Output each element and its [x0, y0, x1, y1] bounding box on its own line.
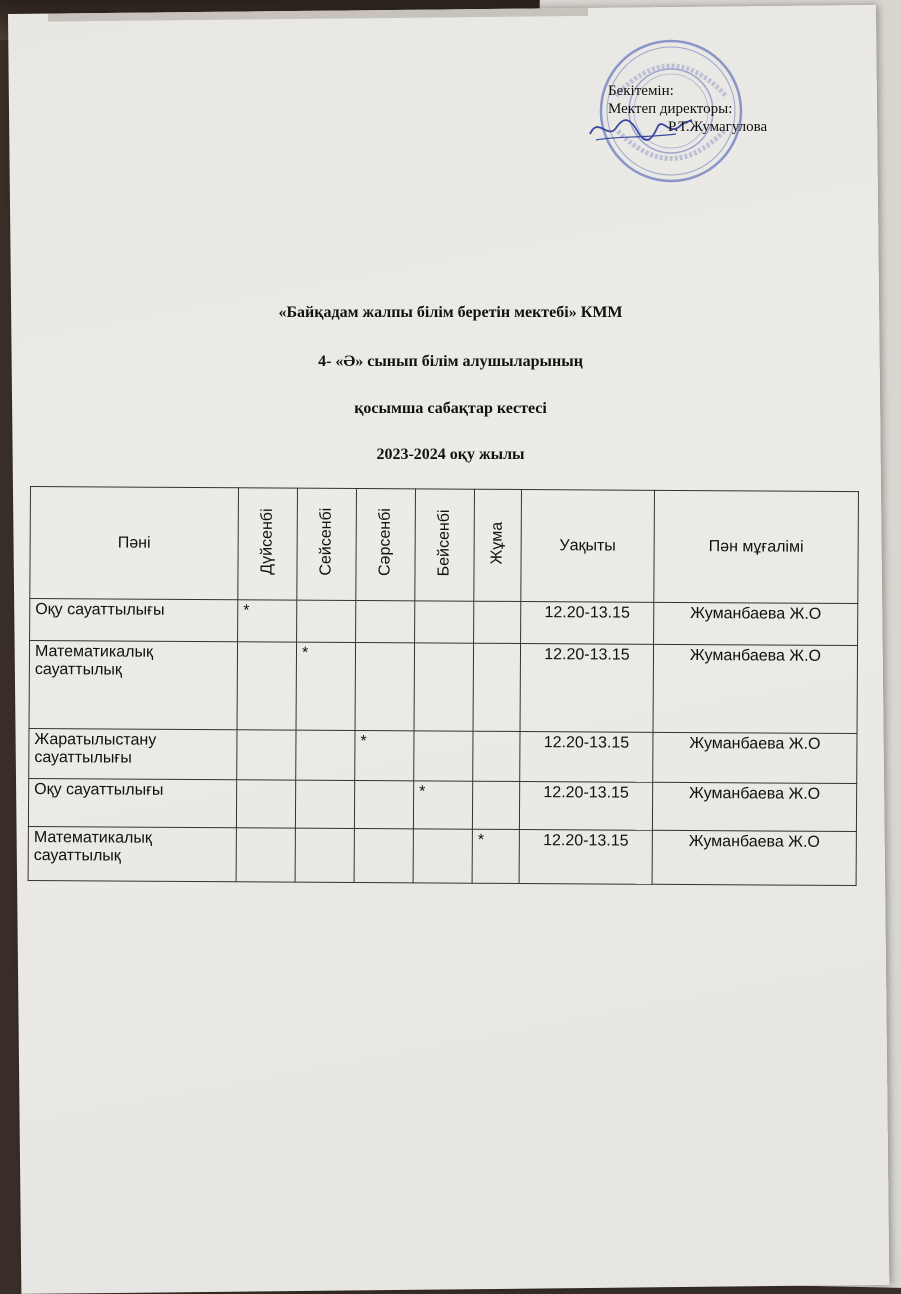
day-cell-thursday: [413, 829, 472, 883]
day-cell-monday: [236, 828, 295, 882]
day-cell-wednesday: [354, 780, 413, 828]
schedule-mark: *: [419, 783, 426, 801]
class-line: 4- «Ә» сынып білім алушыларының: [318, 353, 583, 370]
day-cell-tuesday: [295, 780, 354, 828]
time-cell: 12.20-13.15: [521, 602, 654, 645]
day-cell-thursday: [413, 781, 472, 829]
day-cell-tuesday: [295, 828, 354, 882]
day-cell-friday: [473, 731, 520, 781]
teacher-cell: Жуманбаева Ж.О: [653, 644, 858, 733]
academic-year: 2023-2024 оқу жылы: [376, 446, 525, 463]
subject-cell: Оқу сауаттылығы: [30, 599, 238, 642]
table-row: [29, 728, 857, 783]
day-cell-friday: [474, 601, 521, 643]
day-cell-tuesday: [296, 730, 355, 780]
time-cell: 12.20-13.15: [519, 829, 652, 884]
day-cell-thursday: [414, 731, 473, 781]
day-cell-monday: [236, 780, 295, 828]
table-row: [29, 641, 858, 734]
table-row: [30, 599, 858, 646]
header-time: Уақыты: [521, 490, 655, 603]
teacher-cell: Жуманбаева Ж.О: [654, 602, 858, 645]
schedule-table: [28, 486, 859, 886]
header-friday: Жұма: [474, 489, 522, 601]
time-cell: 12.20-13.15: [520, 643, 654, 732]
approval-label: Бекітемін:: [608, 83, 674, 99]
subject-cell: Оқу сауаттылығы: [28, 778, 236, 827]
approval-name: Р.Т.Жумагулова: [668, 119, 768, 135]
schedule-mark: *: [360, 733, 367, 751]
day-cell-wednesday: [354, 828, 413, 882]
day-cell-friday: [472, 829, 519, 883]
subject-cell: Жаратылыстану сауаттылығы: [29, 728, 237, 779]
day-cell-monday: [237, 642, 297, 730]
day-cell-monday: [237, 730, 296, 780]
schedule-title: қосымша сабақтар кестесі: [354, 400, 547, 417]
time-cell: 12.20-13.15: [520, 731, 653, 782]
header-teacher: Пән мұғалімі: [654, 490, 859, 603]
header-monday: Дүйсенбі: [238, 488, 298, 600]
schedule-mark: *: [477, 831, 485, 849]
subject-cell: Математикалық сауаттылық: [29, 641, 238, 730]
header-wednesday: Сәрсенбі: [356, 488, 416, 600]
approval-position: Мектеп директоры:: [608, 101, 733, 117]
day-cell-monday: [238, 600, 297, 642]
day-cell-tuesday: [297, 600, 356, 642]
day-cell-friday: [472, 781, 519, 829]
day-cell-thursday: [414, 643, 474, 731]
day-cell-wednesday: [356, 600, 415, 642]
table-header-row: [30, 487, 859, 604]
table-row: [28, 778, 856, 831]
teacher-cell: Жуманбаева Ж.О: [652, 830, 856, 885]
header-thursday: Бейсенбі: [415, 489, 475, 601]
school-name: «Байқадам жалпы білім беретін мектебі» КММ: [278, 304, 623, 321]
table-row: [28, 826, 856, 885]
schedule-mark: *: [243, 602, 250, 620]
day-cell-wednesday: [355, 730, 414, 780]
header-subject: Пәні: [30, 487, 239, 600]
day-cell-friday: [473, 643, 521, 731]
teacher-cell: Жуманбаева Ж.О: [652, 782, 856, 831]
table-body: [28, 599, 858, 886]
time-cell: 12.20-13.15: [519, 781, 652, 830]
day-cell-tuesday: [296, 642, 356, 730]
approval-block: [608, 82, 767, 136]
day-cell-thursday: [415, 601, 474, 643]
header-tuesday: Сейсенбі: [297, 488, 357, 600]
teacher-cell: Жуманбаева Ж.О: [653, 732, 857, 783]
schedule-mark: *: [301, 644, 309, 662]
day-cell-wednesday: [355, 642, 415, 730]
subject-cell: Математикалық сауаттылық: [28, 826, 236, 881]
